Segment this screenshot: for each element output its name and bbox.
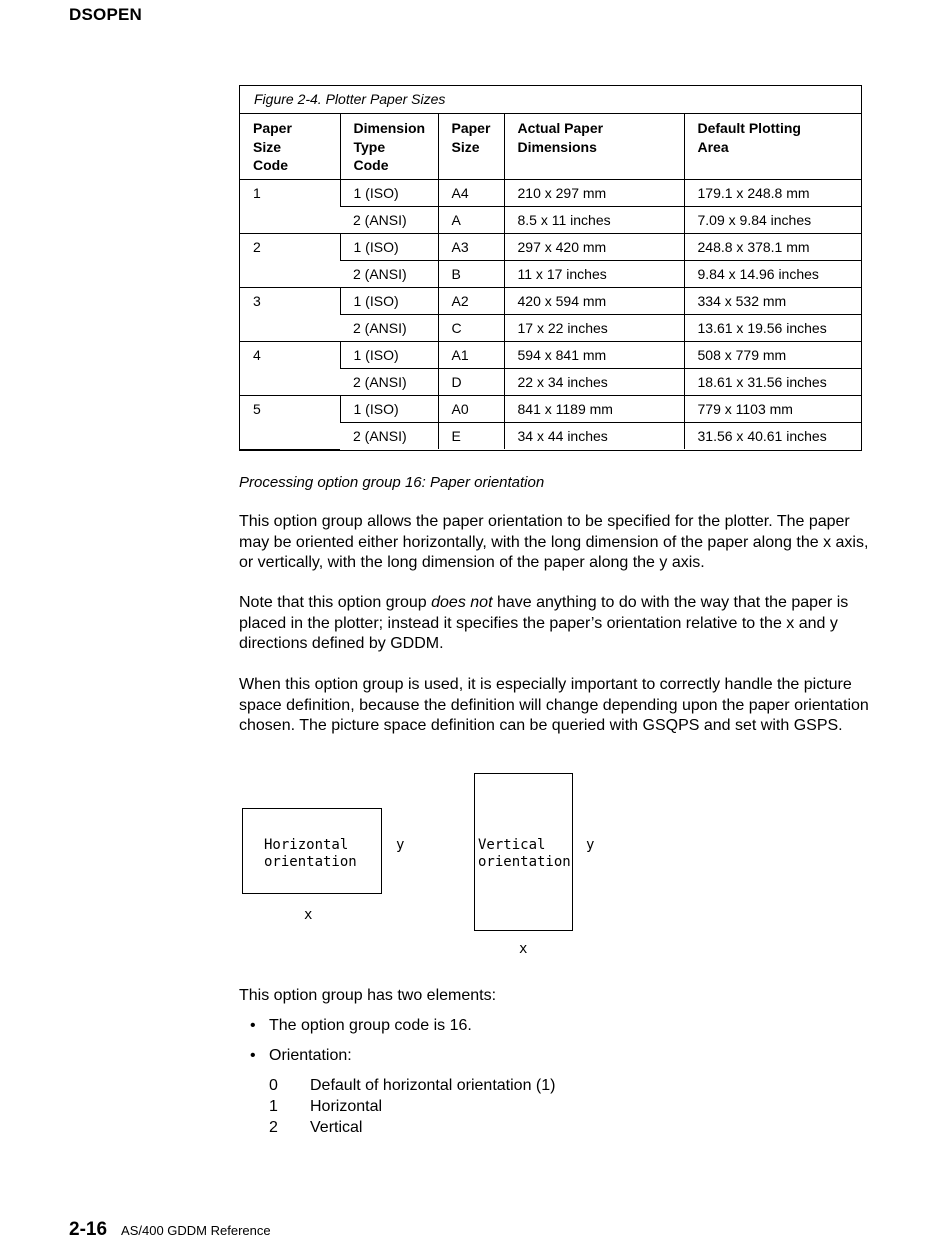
cell-actual-dimensions: 8.5 x 11 inches xyxy=(504,206,684,233)
cell-dimension-type: 2 (ANSI) xyxy=(340,368,438,395)
cell-paper-size-code: 3 xyxy=(240,287,340,341)
cell-paper-size: E xyxy=(438,422,504,449)
horizontal-orientation-label: Horizontal orientation xyxy=(264,837,357,870)
paper-sizes-figure xyxy=(239,85,862,451)
figure-caption: Figure 2-4. Plotter Paper Sizes xyxy=(240,86,861,114)
cell-dimension-type: 1 (ISO) xyxy=(340,341,438,368)
page-footer xyxy=(69,1219,271,1241)
page-number: 2-16 xyxy=(69,1219,108,1240)
cell-actual-dimensions: 17 x 22 inches xyxy=(504,314,684,341)
section-subheading: Processing option group 16: Paper orientation xyxy=(239,474,545,491)
bullet-dot-icon: • xyxy=(250,1047,256,1064)
paper-sizes-table xyxy=(240,114,861,450)
table-header-row xyxy=(240,114,861,179)
cell-actual-dimensions: 210 x 297 mm xyxy=(504,179,684,206)
orientation-diagram xyxy=(240,770,640,960)
option-item: 1 Horizontal xyxy=(269,1098,383,1115)
table-row xyxy=(240,179,861,206)
cell-dimension-type: 1 (ISO) xyxy=(340,179,438,206)
cell-default-area: 179.1 x 248.8 mm xyxy=(684,179,861,206)
header-default-area: Default Plotting Area xyxy=(684,114,861,179)
paragraph-orientation-note: Note that this option group does not have anything to do with the way that the paper is placed in the plotter; instead it specifies the paper’s orientation relative to the x and y directions defined by GDDM. xyxy=(239,594,849,653)
cell-paper-size: D xyxy=(438,368,504,395)
horizontal-y-axis-label: y xyxy=(396,837,405,853)
bullet-item: • Orientation: xyxy=(250,1047,352,1064)
bullet-dot-icon: • xyxy=(250,1017,256,1034)
emphasis-does-not: does not xyxy=(431,594,493,611)
cell-dimension-type: 1 (ISO) xyxy=(340,395,438,422)
cell-paper-size: A2 xyxy=(438,287,504,314)
cell-default-area: 9.84 x 14.96 inches xyxy=(684,260,861,287)
horizontal-x-axis-label: x xyxy=(304,907,313,923)
cell-dimension-type: 1 (ISO) xyxy=(340,287,438,314)
cell-default-area: 31.56 x 40.61 inches xyxy=(684,422,861,449)
cell-actual-dimensions: 11 x 17 inches xyxy=(504,260,684,287)
header-paper-size-code: Paper Size Code xyxy=(240,114,340,179)
orientation-options-list xyxy=(269,1076,555,1139)
cell-dimension-type: 2 (ANSI) xyxy=(340,260,438,287)
table-row xyxy=(240,287,861,314)
cell-default-area: 334 x 532 mm xyxy=(684,287,861,314)
cell-default-area: 779 x 1103 mm xyxy=(684,395,861,422)
running-head: DSOPEN xyxy=(69,5,142,24)
cell-paper-size: A1 xyxy=(438,341,504,368)
option-item: 0 Default of horizontal orientation (1) xyxy=(269,1077,556,1094)
bullet-item: • The option group code is 16. xyxy=(250,1017,472,1034)
cell-dimension-type: 2 (ANSI) xyxy=(353,427,407,444)
cell-dimension-type: 1 (ISO) xyxy=(340,233,438,260)
cell-actual-dimensions: 34 x 44 inches xyxy=(504,422,684,449)
cell-actual-dimensions: 594 x 841 mm xyxy=(504,341,684,368)
cell-paper-size-code: 1 xyxy=(240,179,340,233)
cell-actual-dimensions: 297 x 420 mm xyxy=(504,233,684,260)
cell-paper-size: C xyxy=(438,314,504,341)
option-item: 2 Vertical xyxy=(269,1119,363,1136)
table-row xyxy=(240,233,861,260)
book-title: AS/400 GDDM Reference xyxy=(121,1223,271,1238)
header-dimension-type-code: Dimension Type Code xyxy=(340,114,438,179)
cell-default-area: 7.09 x 9.84 inches xyxy=(684,206,861,233)
cell-dimension-type: 2 (ANSI) xyxy=(340,206,438,233)
vertical-y-axis-label: y xyxy=(586,837,595,853)
cell-actual-dimensions: 420 x 594 mm xyxy=(504,287,684,314)
table-row xyxy=(240,395,861,422)
cell-default-area: 13.61 x 19.56 inches xyxy=(684,314,861,341)
cell-default-area: 18.61 x 31.56 inches xyxy=(684,368,861,395)
paragraph-picture-space: When this option group is used, it is especially important to correctly handle the picture space definition, because the definition will change depending upon the paper orientation chosen. The picture space definition can be queried with GSQPS and set with GSPS. xyxy=(239,676,869,735)
table-row xyxy=(240,341,861,368)
paragraph-orientation-intro: This option group allows the paper orientation to be specified for the plotter. The paper may be oriented either horizontally, with the long dimension of the paper along the x axis, or vertically, with the long dimension of the paper along the y axis. xyxy=(239,513,869,572)
vertical-orientation-label: Vertical orientation xyxy=(478,837,571,870)
cell-paper-size: A xyxy=(438,206,504,233)
cell-paper-size: A3 xyxy=(438,233,504,260)
header-paper-size: Paper Size xyxy=(438,114,504,179)
cell-default-area: 508 x 779 mm xyxy=(684,341,861,368)
cell-actual-dimensions: 22 x 34 inches xyxy=(504,368,684,395)
vertical-x-axis-label: x xyxy=(519,941,528,957)
cell-dimension-type: 2 (ANSI) xyxy=(340,314,438,341)
cell-paper-size: A0 xyxy=(438,395,504,422)
cell-paper-size-code: 2 xyxy=(240,233,340,287)
paragraph-elements-intro: This option group has two elements: xyxy=(239,987,497,1004)
cell-actual-dimensions: 841 x 1189 mm xyxy=(504,395,684,422)
cell-paper-size: B xyxy=(438,260,504,287)
cell-default-area: 248.8 x 378.1 mm xyxy=(684,233,861,260)
cell-paper-size-code: 5 xyxy=(240,395,340,449)
cell-paper-size-code: 4 xyxy=(240,341,340,395)
cell-paper-size: A4 xyxy=(438,179,504,206)
header-actual-dimensions: Actual Paper Dimensions xyxy=(504,114,684,179)
